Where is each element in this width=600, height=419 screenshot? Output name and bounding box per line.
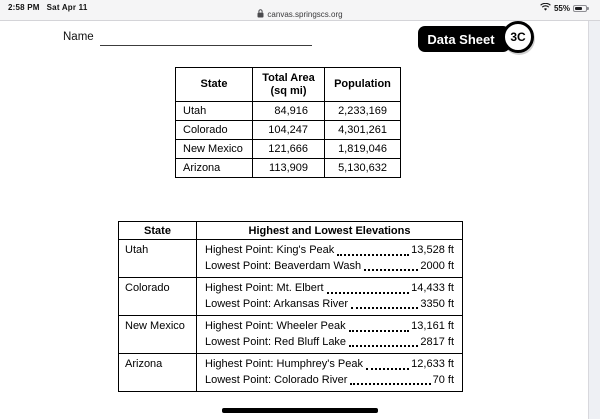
- page-right-edge: [588, 21, 600, 419]
- table-row: Colorado 104,247 4,301,261: [176, 121, 401, 140]
- data-sheet-number: 3C: [502, 21, 534, 53]
- table-row: New Mexico Highest Point: Wheeler Peak 13,161 ft Lowest Point: Red Bluff Lake 2817 ft: [119, 316, 463, 354]
- table-row: Utah Highest Point: King's Peak 13,528 ft Lowest Point: Beaverdam Wash 2000 ft: [119, 240, 463, 278]
- lowest-point-line: Lowest Point: Red Bluff Lake 2817 ft: [205, 335, 454, 348]
- table-header-row: [119, 222, 463, 240]
- table-row: Colorado Highest Point: Mt. Elbert 14,433 ft Lowest Point: Arkansas River 3350 ft: [119, 278, 463, 316]
- highest-point-line: Highest Point: Humphrey's Peak 12,633 ft: [205, 358, 454, 370]
- dot-leader: [366, 368, 409, 370]
- col-header-total-area: Total Area (sq mi): [253, 68, 325, 102]
- table-header-row: [176, 68, 401, 102]
- table-row: Arizona Highest Point: Humphrey's Peak 12,633 ft Lowest Point: Colorado River 70 ft: [119, 354, 463, 392]
- battery-percent: 55%: [553, 3, 570, 13]
- data-sheet-badge: Data Sheet: [418, 26, 510, 52]
- table-row: New Mexico 121,666 1,819,046: [176, 140, 401, 159]
- dot-leader: [350, 383, 430, 385]
- name-label: Name: [63, 31, 94, 43]
- col-header-population: Population: [325, 68, 401, 102]
- elevation-cell: [197, 316, 463, 354]
- elevation-cell: [197, 278, 463, 316]
- dot-leader: [351, 307, 418, 309]
- lowest-point-line: Lowest Point: Beaverdam Wash 2000 ft: [205, 259, 454, 272]
- highest-point-line: Highest Point: King's Peak 13,528 ft: [205, 244, 454, 256]
- status-time: 2:58 PM: [8, 3, 40, 12]
- status-date: Sat Apr 11: [46, 3, 88, 12]
- col-header-state: State: [119, 222, 197, 240]
- status-bar: [0, 0, 600, 21]
- area-population-table: [175, 67, 401, 178]
- address-bar[interactable]: [0, 9, 600, 20]
- dot-leader: [327, 292, 410, 294]
- lowest-point-line: Lowest Point: Colorado River 70 ft: [205, 373, 454, 386]
- col-header-state: State: [176, 68, 253, 102]
- lowest-point-line: Lowest Point: Arkansas River 3350 ft: [205, 297, 454, 310]
- highest-point-line: Highest Point: Mt. Elbert 14,433 ft: [205, 282, 454, 294]
- battery-icon: [573, 5, 587, 12]
- elevations-table: [118, 221, 463, 392]
- elevation-cell: [197, 354, 463, 392]
- bottom-black-bar: [222, 408, 378, 413]
- table-row: Utah 84,916 2,233,169: [176, 102, 401, 121]
- address-url[interactable]: canvas.springscs.org: [267, 10, 343, 19]
- lock-icon: [257, 9, 264, 20]
- dot-leader: [364, 269, 418, 271]
- table-row: Arizona 113,909 5,130,632: [176, 159, 401, 178]
- elevation-cell: [197, 240, 463, 278]
- col-header-elevations: Highest and Lowest Elevations: [197, 222, 463, 240]
- wifi-icon: [540, 3, 551, 13]
- dot-leader: [349, 330, 410, 332]
- dot-leader: [349, 345, 418, 347]
- status-right: [540, 3, 587, 13]
- dot-leader: [337, 254, 409, 256]
- name-blank-line: [100, 45, 312, 46]
- highest-point-line: Highest Point: Wheeler Peak 13,161 ft: [205, 320, 454, 332]
